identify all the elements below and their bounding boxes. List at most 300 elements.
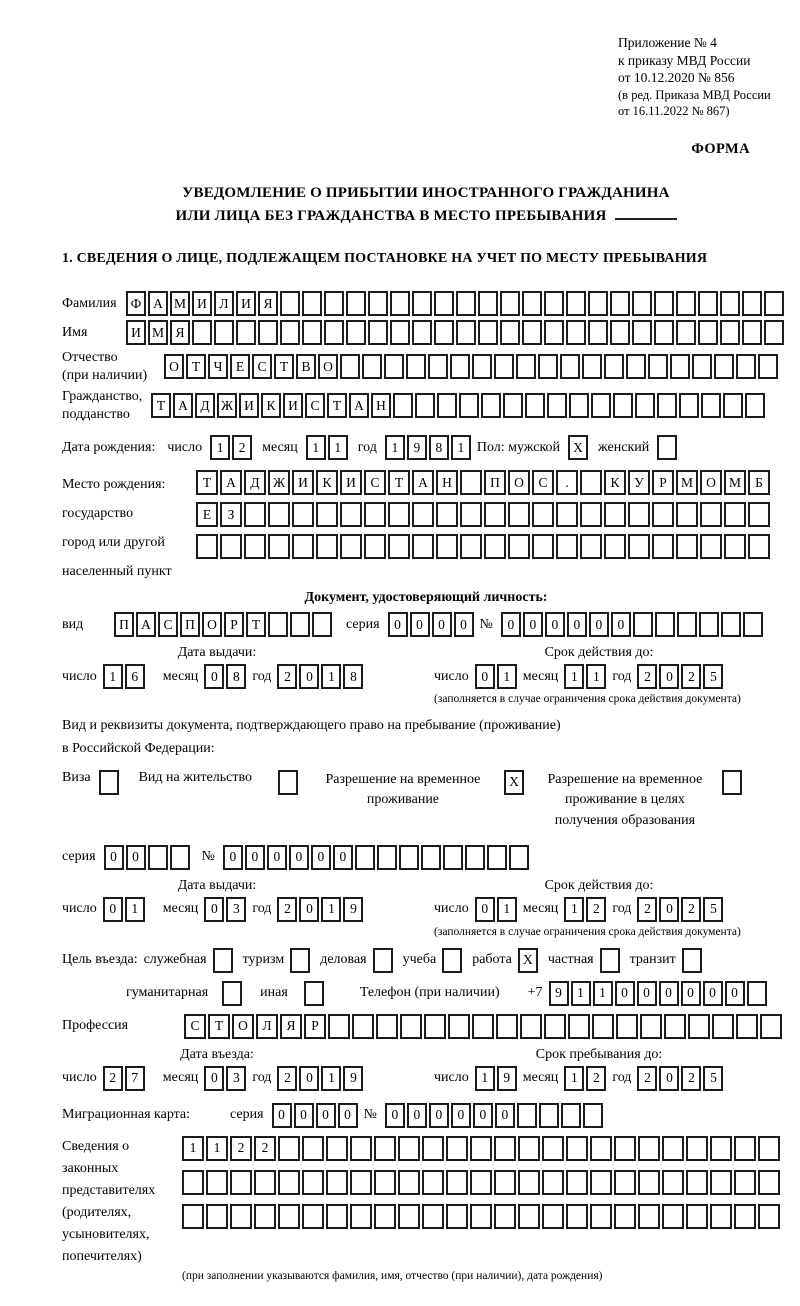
citizenship-cell[interactable]: [591, 393, 611, 418]
given-name-cell[interactable]: [698, 320, 718, 345]
representatives-cell[interactable]: [422, 1136, 444, 1161]
permit-number-cell[interactable]: [377, 845, 397, 870]
patronymic-cell[interactable]: [362, 354, 382, 379]
given-name-cell[interactable]: Я: [170, 320, 190, 345]
birthplace-cell[interactable]: [700, 502, 722, 527]
birthplace-cell[interactable]: Т: [388, 470, 410, 495]
representatives-cell[interactable]: [182, 1170, 204, 1195]
birthplace-cell[interactable]: [628, 502, 650, 527]
birthplace-cell[interactable]: Е: [196, 502, 218, 527]
permit-valid-year-cell[interactable]: 2: [681, 897, 701, 922]
entry-month-cell[interactable]: 0: [204, 1066, 224, 1091]
patronymic-cell[interactable]: [758, 354, 778, 379]
patronymic-cell[interactable]: Т: [186, 354, 206, 379]
purpose-study-cell[interactable]: [442, 948, 462, 973]
birthplace-cell[interactable]: .: [556, 470, 578, 495]
given-name-cell[interactable]: [412, 320, 432, 345]
birthplace-cell[interactable]: [604, 502, 626, 527]
representatives-cell[interactable]: 1: [206, 1136, 228, 1161]
citizenship-cell[interactable]: [657, 393, 677, 418]
doc-series-cell[interactable]: 0: [410, 612, 430, 637]
patronymic-cell[interactable]: [494, 354, 514, 379]
surname-cell[interactable]: Л: [214, 291, 234, 316]
doc-type-cell[interactable]: А: [136, 612, 156, 637]
surname-cell[interactable]: [610, 291, 630, 316]
citizenship-cell[interactable]: [745, 393, 765, 418]
given-name-cell[interactable]: [522, 320, 542, 345]
representatives-cell[interactable]: [470, 1170, 492, 1195]
doc-series-cell[interactable]: 0: [432, 612, 452, 637]
birthplace-cell[interactable]: З: [220, 502, 242, 527]
patronymic-cell[interactable]: В: [296, 354, 316, 379]
given-name-cell[interactable]: [566, 320, 586, 345]
representatives-cell[interactable]: [206, 1204, 228, 1229]
given-name-cell[interactable]: [742, 320, 762, 345]
id-issue-year-cell[interactable]: 2: [277, 664, 297, 689]
permit-number-cell[interactable]: 0: [223, 845, 243, 870]
birthplace-cell[interactable]: [460, 502, 482, 527]
mig-number-cell[interactable]: 0: [473, 1103, 493, 1128]
birthplace-cell[interactable]: [628, 534, 650, 559]
representatives-cell[interactable]: [734, 1170, 756, 1195]
citizenship-cell[interactable]: [437, 393, 457, 418]
birthplace-cell[interactable]: [676, 534, 698, 559]
phone-cell[interactable]: 0: [615, 981, 635, 1006]
permit-issue-day-cell[interactable]: 1: [125, 897, 145, 922]
representatives-cell[interactable]: [446, 1204, 468, 1229]
patronymic-cell[interactable]: [560, 354, 580, 379]
id-issue-year-cell[interactable]: 1: [321, 664, 341, 689]
mig-number-cell[interactable]: [539, 1103, 559, 1128]
patronymic-cell[interactable]: [670, 354, 690, 379]
birthplace-cell[interactable]: [244, 502, 266, 527]
stay-year-cell[interactable]: 0: [659, 1066, 679, 1091]
entry-year-cell[interactable]: 9: [343, 1066, 363, 1091]
birthplace-cell[interactable]: [652, 502, 674, 527]
profession-cell[interactable]: [688, 1014, 710, 1039]
birthplace-cell[interactable]: О: [700, 470, 722, 495]
representatives-cell[interactable]: [710, 1136, 732, 1161]
given-name-cell[interactable]: [764, 320, 784, 345]
surname-cell[interactable]: [390, 291, 410, 316]
representatives-cell[interactable]: [374, 1204, 396, 1229]
representatives-cell[interactable]: [686, 1136, 708, 1161]
given-name-cell[interactable]: [346, 320, 366, 345]
representatives-cell[interactable]: [662, 1170, 684, 1195]
doc-number-cell[interactable]: 0: [545, 612, 565, 637]
permit-issue-year-cell[interactable]: 9: [343, 897, 363, 922]
surname-cell[interactable]: [632, 291, 652, 316]
doc-number-cell[interactable]: 0: [567, 612, 587, 637]
profession-cell[interactable]: О: [232, 1014, 254, 1039]
representatives-cell[interactable]: [470, 1136, 492, 1161]
phone-cell[interactable]: 0: [637, 981, 657, 1006]
birthplace-cell[interactable]: К: [604, 470, 626, 495]
id-issue-year-cell[interactable]: 0: [299, 664, 319, 689]
id-valid-month-cell[interactable]: 1: [586, 664, 606, 689]
mig-number-cell[interactable]: 0: [495, 1103, 515, 1128]
representatives-cell[interactable]: [470, 1204, 492, 1229]
representatives-cell[interactable]: [230, 1170, 252, 1195]
profession-cell[interactable]: [616, 1014, 638, 1039]
birthplace-cell[interactable]: [196, 534, 218, 559]
birthplace-cell[interactable]: [700, 534, 722, 559]
permit-valid-day-cell[interactable]: 0: [475, 897, 495, 922]
birthplace-cell[interactable]: [508, 502, 530, 527]
permit-number-cell[interactable]: [465, 845, 485, 870]
permit-number-cell[interactable]: [355, 845, 375, 870]
profession-cell[interactable]: [568, 1014, 590, 1039]
birthplace-cell[interactable]: [580, 470, 602, 495]
citizenship-cell[interactable]: С: [305, 393, 325, 418]
citizenship-cell[interactable]: [525, 393, 545, 418]
id-issue-day-cell[interactable]: 1: [103, 664, 123, 689]
birthplace-cell[interactable]: И: [340, 470, 362, 495]
profession-cell[interactable]: [472, 1014, 494, 1039]
patronymic-cell[interactable]: Ч: [208, 354, 228, 379]
given-name-cell[interactable]: [610, 320, 630, 345]
phone-cell[interactable]: 0: [681, 981, 701, 1006]
representatives-cell[interactable]: [326, 1170, 348, 1195]
birthplace-cell[interactable]: [580, 534, 602, 559]
birthplace-cell[interactable]: [580, 502, 602, 527]
surname-cell[interactable]: [456, 291, 476, 316]
birth-year-cell[interactable]: 1: [385, 435, 405, 460]
profession-cell[interactable]: [424, 1014, 446, 1039]
citizenship-cell[interactable]: [503, 393, 523, 418]
id-issue-month-cell[interactable]: 8: [226, 664, 246, 689]
citizenship-cell[interactable]: И: [283, 393, 303, 418]
representatives-cell[interactable]: [710, 1170, 732, 1195]
mig-series-cell[interactable]: 0: [316, 1103, 336, 1128]
given-name-cell[interactable]: [676, 320, 696, 345]
doc-series-cell[interactable]: 0: [388, 612, 408, 637]
given-name-cell[interactable]: [434, 320, 454, 345]
birth-year-cell[interactable]: 8: [429, 435, 449, 460]
representatives-cell[interactable]: [590, 1136, 612, 1161]
birth-year-cell[interactable]: 1: [451, 435, 471, 460]
birthplace-cell[interactable]: Д: [244, 470, 266, 495]
representatives-cell[interactable]: [518, 1170, 540, 1195]
sex-male-cell[interactable]: X: [568, 435, 588, 460]
representatives-cell[interactable]: [398, 1170, 420, 1195]
representatives-cell[interactable]: [254, 1204, 276, 1229]
surname-cell[interactable]: [698, 291, 718, 316]
birthplace-cell[interactable]: [652, 534, 674, 559]
purpose-tourism-cell[interactable]: [290, 948, 310, 973]
profession-cell[interactable]: [400, 1014, 422, 1039]
profession-cell[interactable]: [328, 1014, 350, 1039]
profession-cell[interactable]: [592, 1014, 614, 1039]
representatives-cell[interactable]: [326, 1136, 348, 1161]
id-valid-year-cell[interactable]: 0: [659, 664, 679, 689]
representatives-cell[interactable]: [422, 1170, 444, 1195]
permit-valid-year-cell[interactable]: 2: [637, 897, 657, 922]
birthplace-cell[interactable]: [412, 502, 434, 527]
patronymic-cell[interactable]: [472, 354, 492, 379]
surname-cell[interactable]: И: [192, 291, 212, 316]
doc-type-cell[interactable]: Р: [224, 612, 244, 637]
patronymic-cell[interactable]: [450, 354, 470, 379]
profession-cell[interactable]: С: [184, 1014, 206, 1039]
permit-number-cell[interactable]: [421, 845, 441, 870]
stay-year-cell[interactable]: 2: [681, 1066, 701, 1091]
patronymic-cell[interactable]: [692, 354, 712, 379]
birthplace-cell[interactable]: [484, 502, 506, 527]
birthplace-cell[interactable]: [292, 502, 314, 527]
citizenship-cell[interactable]: [701, 393, 721, 418]
profession-cell[interactable]: [496, 1014, 518, 1039]
id-valid-day-cell[interactable]: 0: [475, 664, 495, 689]
birthplace-cell[interactable]: [532, 534, 554, 559]
birthplace-cell[interactable]: [388, 534, 410, 559]
permit-issue-month-cell[interactable]: 3: [226, 897, 246, 922]
representatives-cell[interactable]: [734, 1136, 756, 1161]
purpose-work-cell[interactable]: X: [518, 948, 538, 973]
doc-type-cell[interactable]: С: [158, 612, 178, 637]
doc-number-cell[interactable]: 0: [589, 612, 609, 637]
birthplace-cell[interactable]: С: [364, 470, 386, 495]
birthplace-cell[interactable]: [676, 502, 698, 527]
given-name-cell[interactable]: [478, 320, 498, 345]
birthplace-cell[interactable]: [412, 534, 434, 559]
permit-series-cell[interactable]: 0: [104, 845, 124, 870]
phone-cell[interactable]: 0: [703, 981, 723, 1006]
patronymic-cell[interactable]: [384, 354, 404, 379]
doc-series-cell[interactable]: 0: [454, 612, 474, 637]
birth-month-cell[interactable]: 1: [306, 435, 326, 460]
birthplace-cell[interactable]: [460, 470, 482, 495]
surname-cell[interactable]: М: [170, 291, 190, 316]
profession-cell[interactable]: Л: [256, 1014, 278, 1039]
representatives-cell[interactable]: [374, 1136, 396, 1161]
purpose-humanitarian-cell[interactable]: [222, 981, 242, 1006]
patronymic-cell[interactable]: [604, 354, 624, 379]
surname-cell[interactable]: И: [236, 291, 256, 316]
doc-type-cell[interactable]: [312, 612, 332, 637]
stay-month-cell[interactable]: 2: [586, 1066, 606, 1091]
patronymic-cell[interactable]: Т: [274, 354, 294, 379]
representatives-cell[interactable]: [566, 1170, 588, 1195]
doc-number-cell[interactable]: [677, 612, 697, 637]
stay-day-cell[interactable]: 1: [475, 1066, 495, 1091]
citizenship-cell[interactable]: [547, 393, 567, 418]
representatives-cell[interactable]: [302, 1136, 324, 1161]
representatives-cell[interactable]: [614, 1204, 636, 1229]
birthplace-cell[interactable]: [436, 502, 458, 527]
purpose-business-cell[interactable]: [373, 948, 393, 973]
representatives-cell[interactable]: [398, 1204, 420, 1229]
phone-cell[interactable]: 9: [549, 981, 569, 1006]
representatives-cell[interactable]: [494, 1136, 516, 1161]
representatives-cell[interactable]: [566, 1136, 588, 1161]
patronymic-cell[interactable]: [736, 354, 756, 379]
permit-number-cell[interactable]: 0: [245, 845, 265, 870]
visa-checkbox-cell[interactable]: [99, 770, 119, 795]
given-name-cell[interactable]: [368, 320, 388, 345]
stay-month-cell[interactable]: 1: [564, 1066, 584, 1091]
purpose-private-cell[interactable]: [600, 948, 620, 973]
given-name-cell[interactable]: [324, 320, 344, 345]
citizenship-cell[interactable]: Т: [327, 393, 347, 418]
representatives-cell[interactable]: [254, 1170, 276, 1195]
birthplace-cell[interactable]: Р: [652, 470, 674, 495]
representatives-cell[interactable]: [494, 1204, 516, 1229]
citizenship-cell[interactable]: А: [173, 393, 193, 418]
given-name-cell[interactable]: [720, 320, 740, 345]
patronymic-cell[interactable]: [406, 354, 426, 379]
representatives-cell[interactable]: [422, 1204, 444, 1229]
birthplace-cell[interactable]: [484, 534, 506, 559]
doc-type-cell[interactable]: [290, 612, 310, 637]
stay-year-cell[interactable]: 2: [637, 1066, 657, 1091]
surname-cell[interactable]: [412, 291, 432, 316]
surname-cell[interactable]: [588, 291, 608, 316]
birthplace-cell[interactable]: Ж: [268, 470, 290, 495]
birthplace-cell[interactable]: М: [676, 470, 698, 495]
birthplace-cell[interactable]: Н: [436, 470, 458, 495]
surname-cell[interactable]: [500, 291, 520, 316]
given-name-cell[interactable]: [258, 320, 278, 345]
representatives-cell[interactable]: [686, 1170, 708, 1195]
surname-cell[interactable]: [478, 291, 498, 316]
representatives-cell[interactable]: [590, 1204, 612, 1229]
mig-number-cell[interactable]: [517, 1103, 537, 1128]
id-valid-year-cell[interactable]: 2: [637, 664, 657, 689]
surname-cell[interactable]: [434, 291, 454, 316]
id-valid-month-cell[interactable]: 1: [564, 664, 584, 689]
birth-day-cell[interactable]: 2: [232, 435, 252, 460]
citizenship-cell[interactable]: И: [239, 393, 259, 418]
given-name-cell[interactable]: [236, 320, 256, 345]
residence-permit-checkbox-cell[interactable]: [278, 770, 298, 795]
given-name-cell[interactable]: [214, 320, 234, 345]
purpose-official-cell[interactable]: [213, 948, 233, 973]
id-issue-month-cell[interactable]: 0: [204, 664, 224, 689]
mig-number-cell[interactable]: 0: [429, 1103, 449, 1128]
representatives-cell[interactable]: [710, 1204, 732, 1229]
mig-number-cell[interactable]: [561, 1103, 581, 1128]
representatives-cell[interactable]: [542, 1136, 564, 1161]
citizenship-cell[interactable]: Ж: [217, 393, 237, 418]
representatives-cell[interactable]: [374, 1170, 396, 1195]
representatives-cell[interactable]: [350, 1136, 372, 1161]
surname-cell[interactable]: Ф: [126, 291, 146, 316]
entry-month-cell[interactable]: 3: [226, 1066, 246, 1091]
birthplace-cell[interactable]: [724, 502, 746, 527]
patronymic-cell[interactable]: Е: [230, 354, 250, 379]
representatives-cell[interactable]: [614, 1170, 636, 1195]
given-name-cell[interactable]: [192, 320, 212, 345]
phone-cell[interactable]: 0: [659, 981, 679, 1006]
given-name-cell[interactable]: [544, 320, 564, 345]
purpose-transit-cell[interactable]: [682, 948, 702, 973]
birthplace-cell[interactable]: [364, 502, 386, 527]
permit-series-cell[interactable]: [170, 845, 190, 870]
temp-residence-checkbox-cell[interactable]: X: [504, 770, 524, 795]
birthplace-cell[interactable]: А: [412, 470, 434, 495]
phone-cell[interactable]: 1: [593, 981, 613, 1006]
profession-cell[interactable]: [736, 1014, 758, 1039]
purpose-other-cell[interactable]: [304, 981, 324, 1006]
birthplace-cell[interactable]: [292, 534, 314, 559]
birthplace-cell[interactable]: [508, 534, 530, 559]
permit-issue-day-cell[interactable]: 0: [103, 897, 123, 922]
birthplace-cell[interactable]: Б: [748, 470, 770, 495]
birthplace-cell[interactable]: [268, 502, 290, 527]
birthplace-cell[interactable]: [748, 534, 770, 559]
representatives-cell[interactable]: 1: [182, 1136, 204, 1161]
birthplace-cell[interactable]: [604, 534, 626, 559]
representatives-cell[interactable]: [230, 1204, 252, 1229]
given-name-cell[interactable]: [500, 320, 520, 345]
citizenship-cell[interactable]: [459, 393, 479, 418]
birthplace-cell[interactable]: [340, 502, 362, 527]
representatives-cell[interactable]: [518, 1136, 540, 1161]
citizenship-cell[interactable]: Н: [371, 393, 391, 418]
permit-issue-year-cell[interactable]: 2: [277, 897, 297, 922]
permit-issue-year-cell[interactable]: 1: [321, 897, 341, 922]
representatives-cell[interactable]: [638, 1170, 660, 1195]
surname-cell[interactable]: Я: [258, 291, 278, 316]
birthplace-cell[interactable]: М: [724, 470, 746, 495]
patronymic-cell[interactable]: [714, 354, 734, 379]
representatives-cell[interactable]: [758, 1136, 780, 1161]
representatives-cell[interactable]: [734, 1204, 756, 1229]
surname-cell[interactable]: [566, 291, 586, 316]
phone-cell[interactable]: 1: [571, 981, 591, 1006]
given-name-cell[interactable]: [654, 320, 674, 345]
representatives-cell[interactable]: [182, 1204, 204, 1229]
birthplace-cell[interactable]: [748, 502, 770, 527]
birthplace-cell[interactable]: [388, 502, 410, 527]
doc-number-cell[interactable]: [721, 612, 741, 637]
surname-cell[interactable]: [720, 291, 740, 316]
representatives-cell[interactable]: [398, 1136, 420, 1161]
permit-valid-month-cell[interactable]: 1: [564, 897, 584, 922]
representatives-cell[interactable]: [758, 1204, 780, 1229]
surname-cell[interactable]: [764, 291, 784, 316]
birthplace-cell[interactable]: [364, 534, 386, 559]
profession-cell[interactable]: [664, 1014, 686, 1039]
mig-number-cell[interactable]: 0: [385, 1103, 405, 1128]
given-name-cell[interactable]: [588, 320, 608, 345]
patronymic-cell[interactable]: [538, 354, 558, 379]
birthplace-cell[interactable]: О: [508, 470, 530, 495]
representatives-cell[interactable]: [614, 1136, 636, 1161]
representatives-cell[interactable]: [350, 1170, 372, 1195]
profession-cell[interactable]: Я: [280, 1014, 302, 1039]
birth-month-cell[interactable]: 1: [328, 435, 348, 460]
profession-cell[interactable]: [760, 1014, 782, 1039]
birthplace-cell[interactable]: [340, 534, 362, 559]
patronymic-cell[interactable]: [648, 354, 668, 379]
permit-number-cell[interactable]: 0: [267, 845, 287, 870]
profession-cell[interactable]: [712, 1014, 734, 1039]
patronymic-cell[interactable]: О: [164, 354, 184, 379]
patronymic-cell[interactable]: О: [318, 354, 338, 379]
representatives-cell[interactable]: 2: [254, 1136, 276, 1161]
representatives-cell[interactable]: [590, 1170, 612, 1195]
birthplace-cell[interactable]: [244, 534, 266, 559]
profession-cell[interactable]: [640, 1014, 662, 1039]
representatives-cell[interactable]: [758, 1170, 780, 1195]
permit-issue-month-cell[interactable]: 0: [204, 897, 224, 922]
permit-valid-year-cell[interactable]: 0: [659, 897, 679, 922]
surname-cell[interactable]: [522, 291, 542, 316]
birthplace-cell[interactable]: С: [532, 470, 554, 495]
id-valid-day-cell[interactable]: 1: [497, 664, 517, 689]
